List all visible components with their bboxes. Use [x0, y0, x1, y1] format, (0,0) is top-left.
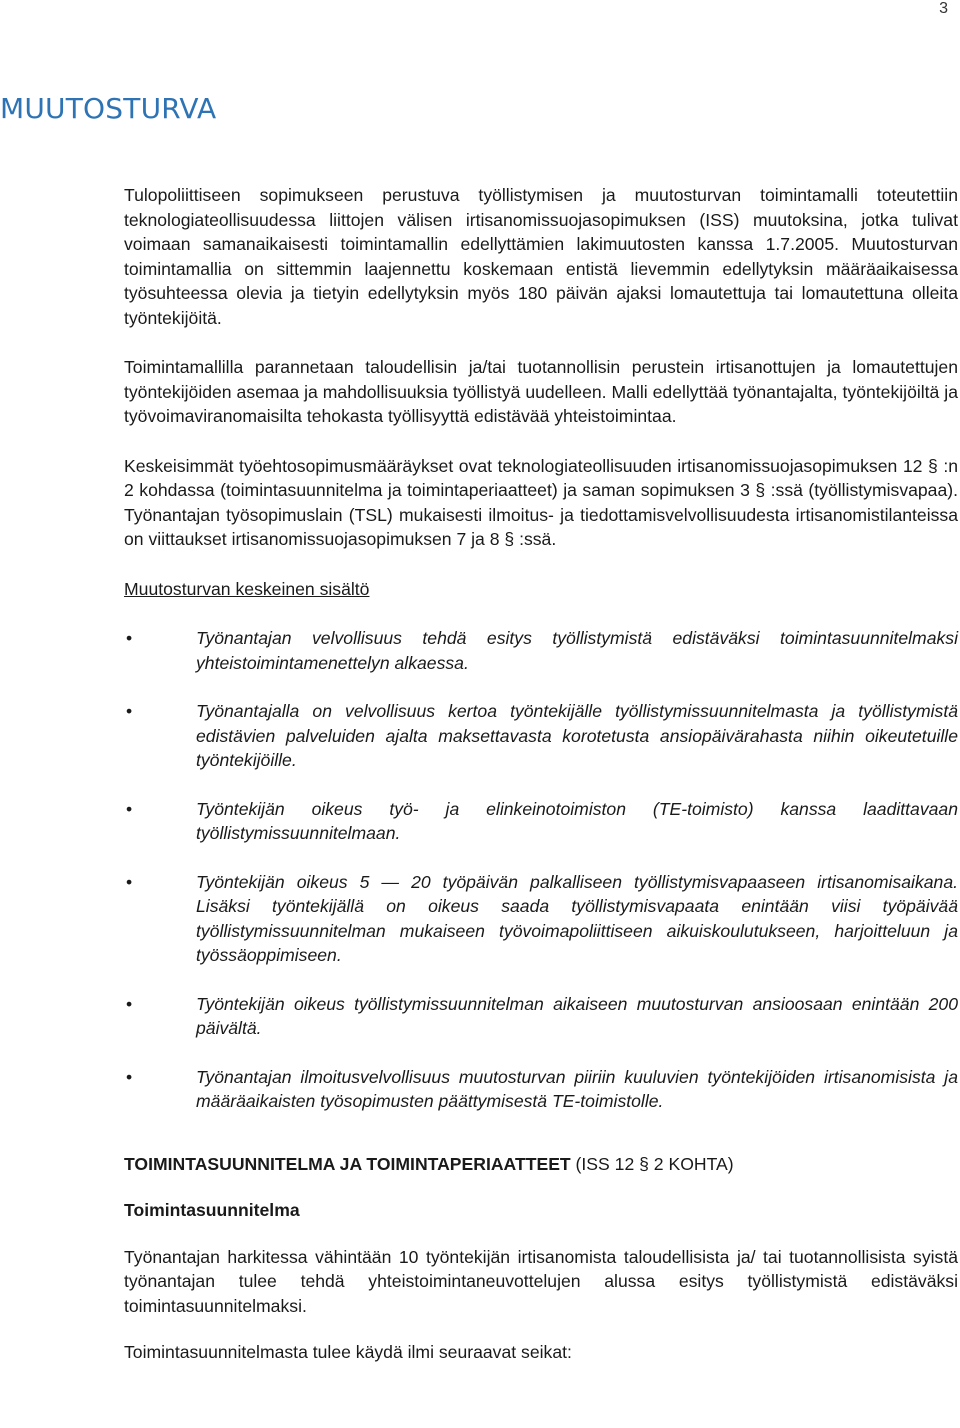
intro-paragraph-2: Toimintamallilla parannetaan taloudellisin ja/tai tuotannollisin perustein irtisanottujen ja lomautettujen työntekijöiden asemaa ja mahdollisuuksia työllistyä uudelleen. Malli edellyttää työnantajalta, työntekijöiltä ja työvoimaviranomaisilta tehokasta työllisyyttä edistävää yhteistoimintaa. — [124, 357, 958, 426]
list-item — [124, 797, 958, 846]
plan-paragraph: Työnantajan harkitessa vähintään 10 työntekijän irtisanomista taloudellisista ja/ tai tuotannollisista syistä työnantajan tulee tehdä yhteistoimintaneuvottelujen alussa esitys työllistymistä edistäväksi toimintasuunnitelmaksi. — [124, 1246, 958, 1316]
list-item-text: Työntekijän oikeus työ- ja elinkeinotoimiston (TE-toimisto) kanssa laadittavaan työllistymissuunnitelmaan. — [196, 798, 958, 843]
list-item — [124, 1065, 958, 1114]
sub-heading: Toimintasuunnitelma — [124, 1200, 300, 1220]
bullet-icon: • — [126, 1066, 133, 1087]
intro-paragraph-3: Keskeisimmät työehtosopimusmääräykset ovat teknologiateollisuuden irtisanomissuojasopimuksen 12 § :n 2 kohdassa (toimintasuunnitelma ja toimintaperiaatteet) ja saman sopimuksen 3 § :ssä (työllistymisvapaa). Työnantajan työsopimuslain (TSL) mukaisesti ilmoitus- ja tiedottamisvelvollisuudesta irtisanomistilanteissa on viittaukset irtisanomissuojasopimuksen 7 ja 8 § :ssä. — [124, 455, 958, 549]
intro-paragraph-1: Tulopoliittiseen sopimukseen perustuva työllistymisen ja muutosturvan toimintamalli toteutettiin teknologiateollisuudessa liittojen välisen irtisanomissuojasopimuksen (ISS) muutoksina, jotka tulivat voimaan samanaikaisesti toimintamallin edellyttämien lakimuutosten kanssa 1.7.2005. Muutosturvan toimintamallia on sittemmin laajennettu koskemaan entistä lievemmin edellytyksin määräaikaisessa työsuhteessa olevia ja tietyin edellytyksin myös 180 päivän ajaksi lomautettuja tai lomautettuna olleita työntekijöitä. — [124, 185, 958, 328]
final-line: Toimintasuunnitelmasta tulee käydä ilmi seuraavat seikat: — [124, 1342, 572, 1362]
action-plan-heading-ref: (ISS 12 § 2 KOHTA) — [570, 1153, 734, 1174]
list-item — [124, 626, 958, 675]
bullet-icon: • — [126, 628, 133, 648]
document-body — [124, 183, 958, 1365]
bullet-icon: • — [126, 993, 133, 1014]
list-item-text: Työntekijän oikeus 5 — 20 työpäivän palkalliseen työllistymisvapaaseen irtisanomisaikana. Lisäksi työntekijällä on oikeus saada työllistymisvapaata enintään viisi työpäivää työllistymissuunnitelman mukaiseen työvoimapoliittiseen aikuiskoulutukseen, harjoitteluun ja työssäoppimiseen. — [196, 871, 958, 965]
section-heading: Muutosturvan keskeinen sisältö — [124, 578, 370, 599]
list-item-text: Työnantajan velvollisuus tehdä esitys työllistymistä edistäväksi toimintasuunnitelmaksi yhteistoimintamenettelyn alkaessa. — [196, 628, 958, 673]
list-item — [124, 992, 958, 1041]
bullet-icon: • — [126, 798, 133, 819]
list-item — [124, 870, 958, 968]
list-item-text: Työnantajalla on velvollisuus kertoa työntekijälle työllistymissuunnitelmasta ja työllistymistä edistävien palveluiden ajalta maksettavasta korotetusta ansiopäivärahasta niihin oikeutetuille työntekijöille. — [196, 701, 958, 770]
page-number: 3 — [939, 0, 948, 17]
action-plan-heading — [124, 1152, 958, 1177]
page-title: MUUTOSTURVA — [0, 92, 217, 125]
list-item-text: Työntekijän oikeus työllistymissuunnitelman aikaiseen muutosturvan ansioosaan enintään 200 päivältä. — [196, 993, 958, 1038]
bullet-icon: • — [126, 871, 133, 892]
list-item — [124, 699, 958, 773]
bullet-icon: • — [126, 701, 133, 721]
key-content-list — [124, 626, 958, 1114]
list-item-text: Työnantajan ilmoitusvelvollisuus muutosturvan piiriin kuuluvien työntekijöiden irtisanomisista ja määräaikaisten työsopimusten päättymisestä TE-toimistolle. — [196, 1066, 958, 1111]
action-plan-heading-bold: TOIMINTASUUNNITELMA JA TOIMINTAPERIAATTEET — [124, 1153, 571, 1174]
